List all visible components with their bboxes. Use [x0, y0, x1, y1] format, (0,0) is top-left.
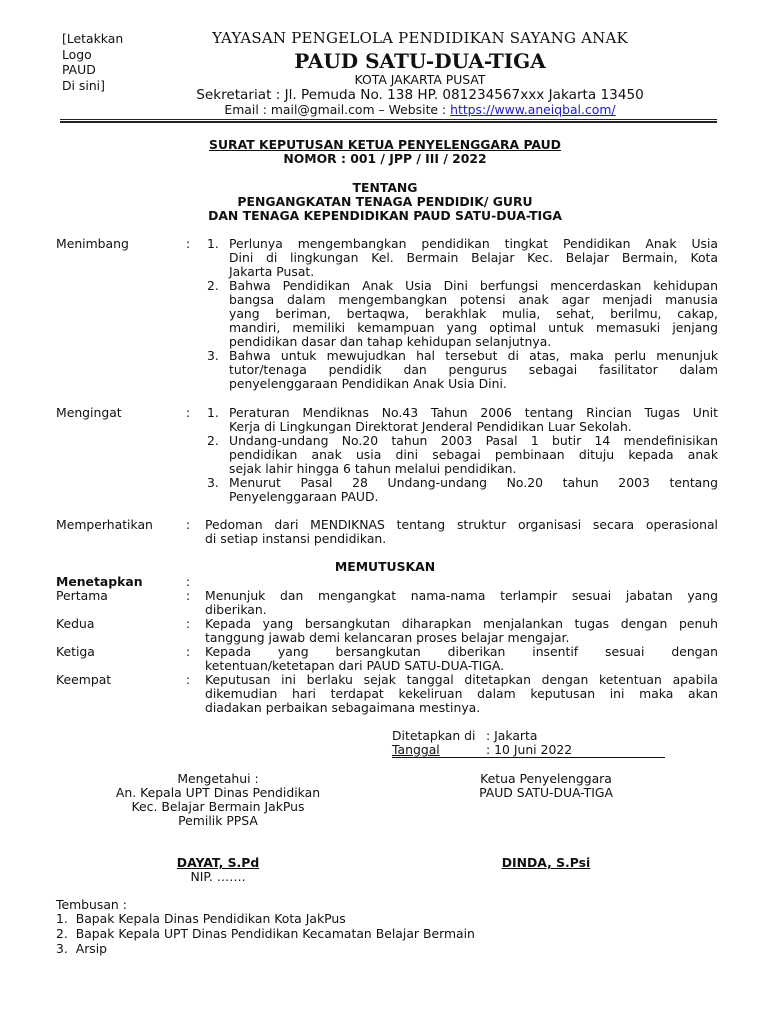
tembusan-label: Tembusan :: [56, 897, 127, 912]
item-number: 2.: [207, 278, 219, 293]
tembusan-item: [56, 912, 346, 926]
mengingat-item-2: [229, 434, 718, 476]
tembusan-item: [56, 927, 475, 941]
memperhatikan-text: [205, 518, 718, 546]
colon: :: [186, 616, 191, 631]
text-line: ketentuan/ketetapan dari PAUD SATU-DUA-TIGA.: [205, 658, 505, 673]
decision-text-ketiga: [205, 645, 718, 673]
item-number: 2.: [56, 926, 68, 941]
tembusan-text: Arsip: [75, 941, 108, 956]
text-line: bangsa dalam mengembangkan potensi anak agar menjadi manusia: [229, 292, 718, 307]
enact-date-label: Tanggal: [392, 742, 440, 757]
signatory-line: Mengetahui :: [177, 771, 259, 786]
text-line: Bahwa Pendidikan Anak Usia Dini berfungsi mencerdaskan kehidupan: [229, 278, 718, 293]
item-number: 1.: [207, 405, 219, 420]
colon: :: [186, 517, 191, 532]
logo-placeholder-line: Di sini]: [62, 77, 105, 93]
item-number: 3.: [56, 941, 68, 956]
city-name: KOTA JAKARTA PUSAT: [354, 72, 486, 87]
text-line: pendidikan dasar dan tahap kehidupan selanjutnya.: [229, 334, 552, 349]
text-line: di setiap instansi pendidikan.: [205, 531, 387, 546]
text-line: yang beriman, bertaqwa, berakhlak mulia, sehat, berilmu, cakap,: [229, 306, 718, 321]
text-line: Peraturan Mendiknas No.43 Tahun 2006 tentang Rincian Tugas Unit: [229, 405, 718, 420]
decision-label-kedua: Kedua: [56, 616, 95, 631]
text-line: diadakan perbaikan sebagaimana mestinya.: [205, 700, 481, 715]
decision-text-kedua: [205, 617, 718, 645]
section-label-menimbang: Menimbang: [56, 236, 129, 251]
text-line: dikemudian hari terdapat kekeliruan dalam keputusan ini maka akan: [205, 686, 718, 701]
enact-underline: [392, 757, 665, 758]
menimbang-item-2: [229, 279, 718, 349]
decision-text-keempat: [205, 673, 718, 715]
email-text: Email : mail@gmail.com – Website :: [224, 102, 451, 117]
text-line: Keputusan ini berlaku sejak tanggal ditetapkan dengan ketentuan apabila: [205, 672, 718, 687]
foundation-name: YAYASAN PENGELOLA PENDIDIKAN SAYANG ANAK: [212, 29, 628, 47]
menimbang-item-3: [229, 349, 718, 391]
text-line: Kepada yang bersangkutan diharapkan menjalankan tugas dengan penuh: [205, 616, 718, 631]
left-signatory-nip: NIP. …….: [190, 869, 246, 884]
tembusan-item: [56, 942, 107, 956]
text-line: Perlunya mengembangkan pendidikan tingkat Pendidikan Anak Usia: [229, 236, 718, 251]
text-line: Kepada yang bersangkutan diberikan insentif sesuai dengan: [205, 644, 718, 659]
signatory-line: PAUD SATU-DUA-TIGA: [479, 785, 613, 800]
tembusan-text: Bapak Kepala UPT Dinas Pendidikan Kecamatan Belajar Bermain: [75, 926, 475, 941]
logo-placeholder: [62, 31, 152, 93]
address-line: Sekretariat : Jl. Pemuda No. 138 HP. 081234567xxx Jakarta 13450: [196, 87, 644, 103]
memutuskan-heading: MEMUTUSKAN: [334, 559, 436, 574]
website-link[interactable]: https://www.aneiqbal.com/: [450, 102, 616, 117]
text-line: pendidikan anak usia dini sebagai pembinaan dituju kepada anak: [229, 447, 718, 462]
menimbang-item-1: [229, 237, 718, 279]
tembusan-text: Bapak Kepala Dinas Pendidikan Kota JakPus: [75, 911, 346, 926]
left-signatory: [80, 772, 356, 828]
colon: :: [186, 236, 191, 251]
item-number: 3.: [207, 348, 219, 363]
text-line: Undang-undang No.20 tahun 2003 Pasal 1 butir 14 mendefinisikan: [229, 433, 718, 448]
text-line: Dini di lingkungan Kel. Bermain Belajar Kec. Belajar Bermain, Kota: [229, 250, 718, 265]
decree-title: SURAT KEPUTUSAN KETUA PENYELENGGARA PAUD: [209, 137, 561, 152]
decision-text-pertama: [205, 589, 718, 617]
colon: :: [186, 644, 191, 659]
signatory-line: Kec. Belajar Bermain JakPus: [131, 799, 305, 814]
header-rule-thick: [60, 121, 717, 123]
colon: :: [186, 672, 191, 687]
decision-label-ketiga: Ketiga: [56, 644, 95, 659]
contact-line: [150, 103, 690, 117]
text-line: mandiri, memiliki kemampuan yang optimal untuk memasuki jenjang: [229, 320, 718, 335]
signatory-line: Pemilik PPSA: [178, 813, 258, 828]
text-line: Pedoman dari MENDIKNAS tentang struktur organisasi secara operasional: [205, 517, 718, 532]
text-line: tanggung jawab demi kelancaran proses belajar mengajar.: [205, 630, 570, 645]
mengingat-item-3: [229, 476, 718, 504]
text-line: sejak lahir hingga 6 tahun melalui pendidikan.: [229, 461, 517, 476]
item-number: 1.: [56, 911, 68, 926]
decree-about: TENTANG: [352, 180, 418, 195]
logo-placeholder-line: PAUD: [62, 62, 96, 77]
text-line: diberikan.: [205, 602, 267, 617]
decision-label-pertama: Pertama: [56, 588, 108, 603]
section-label-mengingat: Mengingat: [56, 405, 122, 420]
text-line: Bahwa untuk mewujudkan hal tersebut di atas, maka perlu menunjuk: [229, 348, 718, 363]
colon: :: [186, 574, 191, 589]
right-signatory: [410, 772, 682, 800]
logo-placeholder-line: Logo: [62, 46, 92, 62]
decree-number: NOMOR : 001 / JPP / III / 2022: [283, 151, 487, 166]
logo-placeholder-line: [Letakkan: [62, 31, 124, 46]
signatory-line: Ketua Penyelenggara: [480, 771, 612, 786]
section-label-memperhatikan: Memperhatikan: [56, 517, 153, 532]
enact-place-value: : Jakarta: [486, 728, 538, 743]
signatory-line: An. Kepala UPT Dinas Pendidikan: [115, 785, 321, 800]
enact-place-label: Ditetapkan di: [392, 728, 476, 743]
text-line: Menunjuk dan mengangkat nama-nama terlampir sesuai jabatan yang: [205, 588, 718, 603]
mengingat-item-1: [229, 406, 718, 434]
item-number: 2.: [207, 433, 219, 448]
header-rule-thin: [60, 119, 717, 120]
colon: :: [186, 405, 191, 420]
colon: :: [186, 588, 191, 603]
decree-subject: PENGANGKATAN TENAGA PENDIDIK/ GURU: [237, 194, 533, 209]
decree-subject: DAN TENAGA KEPENDIDIKAN PAUD SATU-DUA-TIGA: [208, 208, 562, 223]
text-line: tutor/tenaga pendidik dan pengurus sebagai fasilitator dalam: [229, 362, 718, 377]
school-name: PAUD SATU-DUA-TIGA: [294, 49, 546, 73]
right-signatory-name: DINDA, S.Psi: [501, 855, 591, 870]
text-line: Penyelenggaraan PAUD.: [229, 489, 379, 504]
text-line: Menurut Pasal 28 Undang-undang No.20 tahun 2003 tentang: [229, 475, 718, 490]
item-number: 3.: [207, 475, 219, 490]
section-label-menetapkan: Menetapkan: [56, 574, 143, 589]
text-line: Kerja di Lingkungan Direktorat Jenderal Pendidikan Luar Sekolah.: [229, 419, 632, 434]
text-line: penyelenggaraan Pendidikan Anak Usia Dini.: [229, 376, 507, 391]
item-number: 1.: [207, 236, 219, 251]
left-signatory-name: DAYAT, S.Pd: [176, 855, 260, 870]
enact-date-value: : 10 Juni 2022: [486, 742, 573, 757]
decision-label-keempat: Keempat: [56, 672, 112, 687]
text-line: Jakarta Pusat.: [229, 264, 315, 279]
